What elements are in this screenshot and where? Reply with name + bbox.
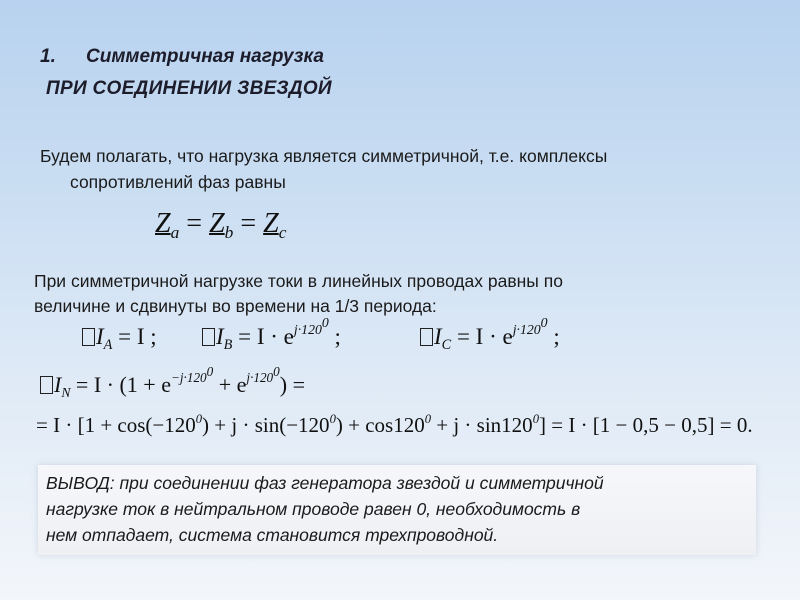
conclusion-line1: ВЫВОД: при соединении фаз генератора звездой и симметричной [46,473,604,493]
neutral-current-formula: $I_N = I \cdot (1 + e^{-j\cdot 1200} + e^{j\cdot 1200})$ = [40,372,305,398]
placeholder-box-icon [40,376,53,394]
title-number: 1. [40,46,56,67]
impedance-equation: $Z_a = Z_b = Z_c$ [155,208,287,243]
current-ib-formula: $I_B = I \cdot e^{j\cdot 1200}$ ; [202,324,341,350]
placeholder-box-icon [202,328,215,346]
conclusion-box [38,465,756,555]
conclusion-line3: нем отпадает, система становится трехпроводной. [46,525,499,545]
placeholder-box-icon [82,328,95,346]
para1-line1: Будем полагать, что нагрузка является симметричной, т.е. комплексы [40,146,608,166]
para2-line2: величине и сдвинуты во времени на 1/3 периода: [34,296,437,316]
conclusion-line2: нагрузке ток в нейтральном проводе равен 0, необходимость в [46,499,581,519]
para1-line2: сопротивлений фаз равны [70,172,286,192]
placeholder-box-icon [420,328,433,346]
para2-line1: При симметричной нагрузке токи в линейных проводах равны по [34,271,563,291]
slide-subtitle: ПРИ СОЕДИНЕНИИ ЗВЕЗДОЙ [46,78,332,99]
expansion-formula: = $I \cdot [1 + \cos(-120^0) + j \cdot \sin(-120^0) + \cos 120^0 + j \cdot \sin 120^0] = I \cdot [1 - 0,5 - 0,5] = 0$. [36,411,753,437]
current-ic-formula: $I_C = I \cdot e^{j\cdot 1200}$ ; [420,324,560,350]
current-ia-formula: $I_A = I$ ; [82,324,157,350]
slide-title [40,46,324,68]
title-line1: Симметричная нагрузка [86,46,324,67]
